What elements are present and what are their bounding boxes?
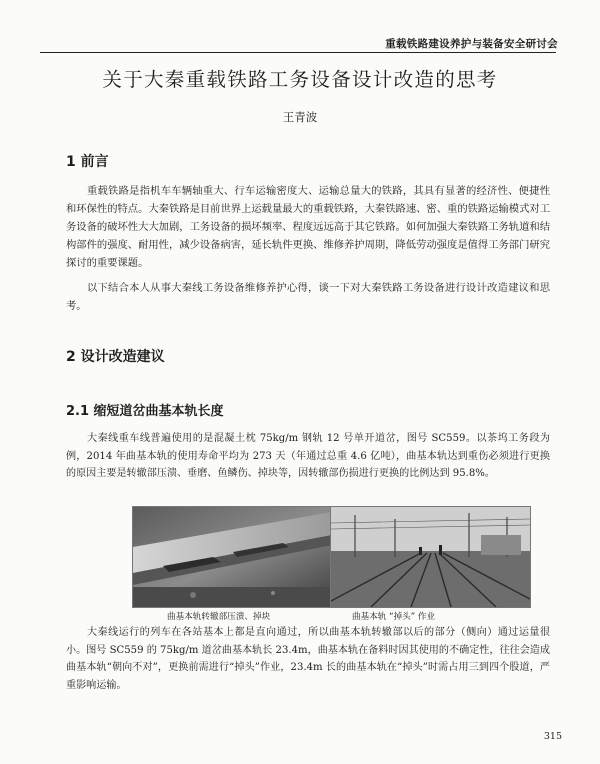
section-heading-intro: 1 前言 — [66, 154, 109, 170]
figure-caption-2: 曲基本轨 “掉头” 作业 — [352, 612, 436, 622]
subsection-paragraph-1: 大秦线重车线普遍使用的是混凝土枕 75kg/m 钢轨 12 号单开道岔，图号 SC559。以茶坞工务段为例，2014 年曲基本轨的使用寿命平均为 273 天（年通过总重 4.6 亿吨），曲基本轨达到重伤必须进行更换的原因主要是转辙部压溃、垂磨、鱼鳞伤、掉块等，因转辙部伤损进行更换的比例达到 95.8%。 — [66, 433, 550, 479]
intro-paragraph-2: 以下结合本人从事大秦线工务设备维修养护心得，谈一下对大秦铁路工务设备进行设计改造建议和思考。 — [66, 282, 550, 312]
header-rule — [40, 52, 556, 53]
section-heading-design: 2 设计改造建议 — [66, 349, 165, 365]
figure-caption-1: 曲基本轨转辙部压溃、掉块 — [167, 612, 271, 622]
author-name: 王青波 — [282, 110, 318, 124]
paper-title: 关于大秦重载铁路工务设备设计改造的思考 — [102, 68, 498, 91]
subsection-heading-2-1: 2.1 缩短道岔曲基本轨长度 — [66, 404, 224, 419]
rail-crush-photo-icon — [133, 507, 332, 607]
intro-paragraph-1: 重载铁路是指机车车辆轴重大、行车运输密度大、运输总量大的铁路，其具有显著的经济性、便捷性和环保性的特点。大秦铁路是目前世界上运载量最大的重载铁路，大秦铁路速、密、重的铁路运输模式对工务设备的破坏性大大加剧，工务设备的损坏频率、程度远远高于其它铁路。如何加强大秦铁路工务轨道和结构部件的强度、耐用性，减少设备病害，延长轨件更换、维修养护周期，降低劳动强度是值得工务部门研究探讨的重要课题。 — [66, 185, 550, 269]
page-number: 315 — [543, 731, 562, 742]
figure-rail-yard — [330, 506, 531, 608]
rail-yard-photo-icon — [331, 507, 530, 607]
subsection-paragraph-2: 大秦线运行的列车在各站基本上都是直向通过，所以曲基本轨转辙部以后的部分（侧向）通过运量很小。图号 SC559 的 75kg/m 道岔曲基本轨长 23.4m，曲基本轨在备料时因其使用的不确定性，往往会造成曲基本轨“朝向不对”，更换前需进行“掉头”作业，23.4m 长的曲基本轨在“掉头”时需占用三到四个股道，严重影响运输。 — [66, 627, 550, 691]
figure-rail-crush — [132, 506, 333, 608]
running-head: 重载铁路建设养护与装备安全研讨会 — [385, 38, 558, 50]
